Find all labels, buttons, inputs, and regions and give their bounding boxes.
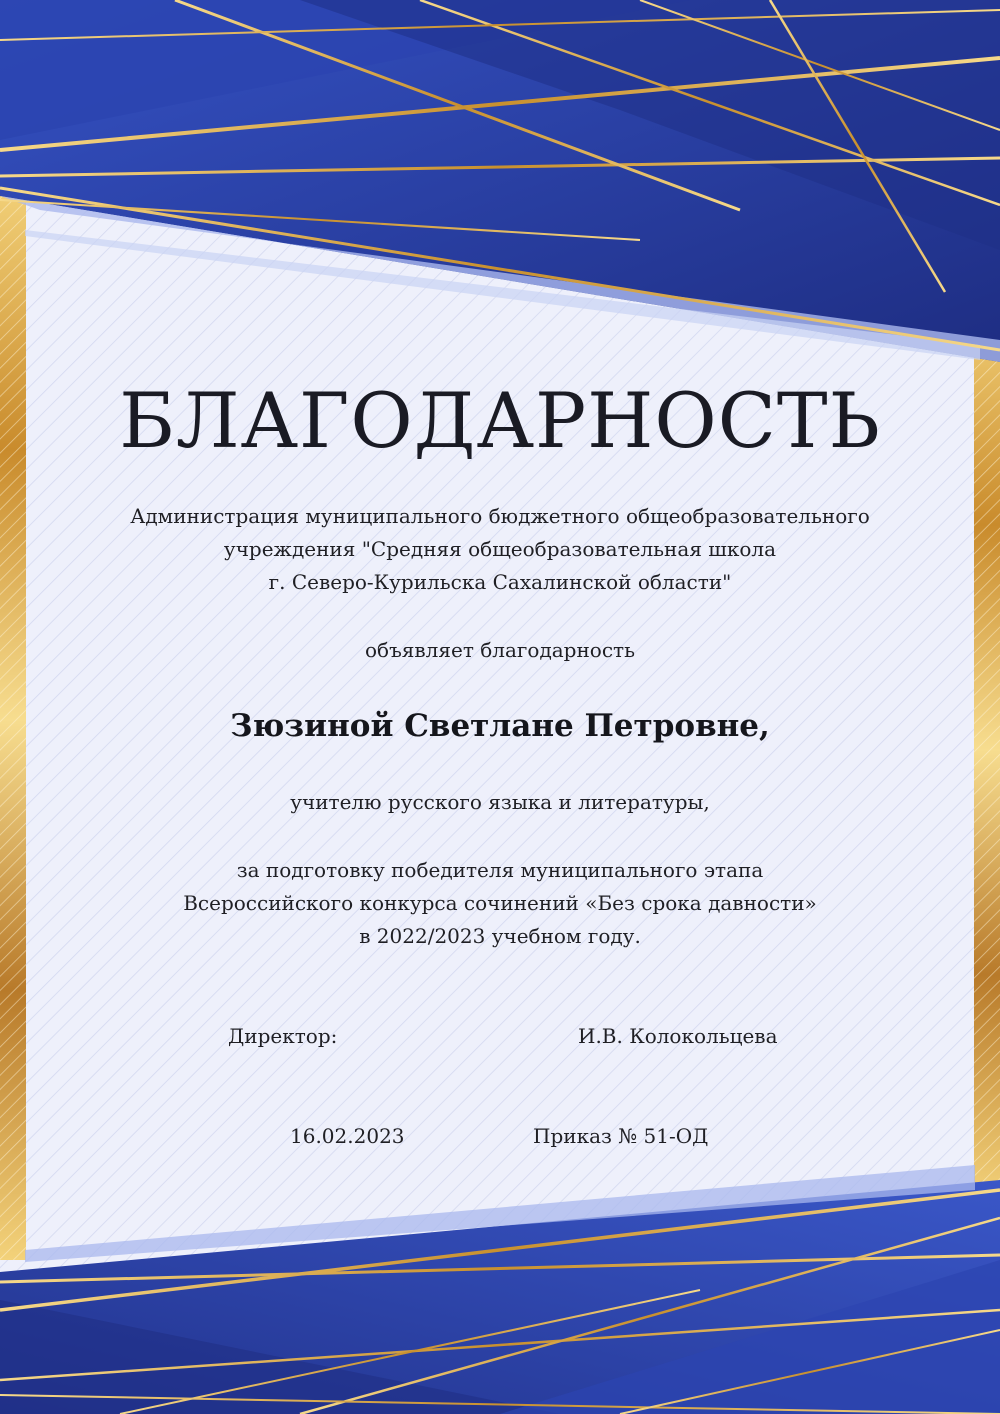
reason-line: за подготовку победителя муниципального этапа <box>236 858 764 882</box>
certificate-title: БЛАГОДАРНОСТЬ <box>119 376 881 465</box>
issue-date: 16.02.2023 <box>290 1124 405 1148</box>
announcement-text: объявляет благодарность <box>364 638 636 662</box>
signature-name: И.В. Колокольцева <box>578 1024 778 1048</box>
signature-role: Директор: <box>228 1024 338 1048</box>
reason-line: в 2022/2023 учебном году. <box>359 924 641 948</box>
order-number: Приказ № 51-ОД <box>533 1124 709 1148</box>
recipient-name: Зюзиной Светлане Петровне, <box>230 708 770 744</box>
recipient-position: учителю русского языка и литературы, <box>290 790 710 814</box>
reason-line: Всероссийского конкурса сочинений «Без срока давности» <box>183 891 817 915</box>
issuer-line: г. Северо-Курильска Сахалинской области" <box>268 570 732 594</box>
issuer-line: Администрация муниципального бюджетного общеобразовательного <box>130 504 870 528</box>
issuer-line: учреждения "Средняя общеобразовательная школа <box>223 537 777 561</box>
